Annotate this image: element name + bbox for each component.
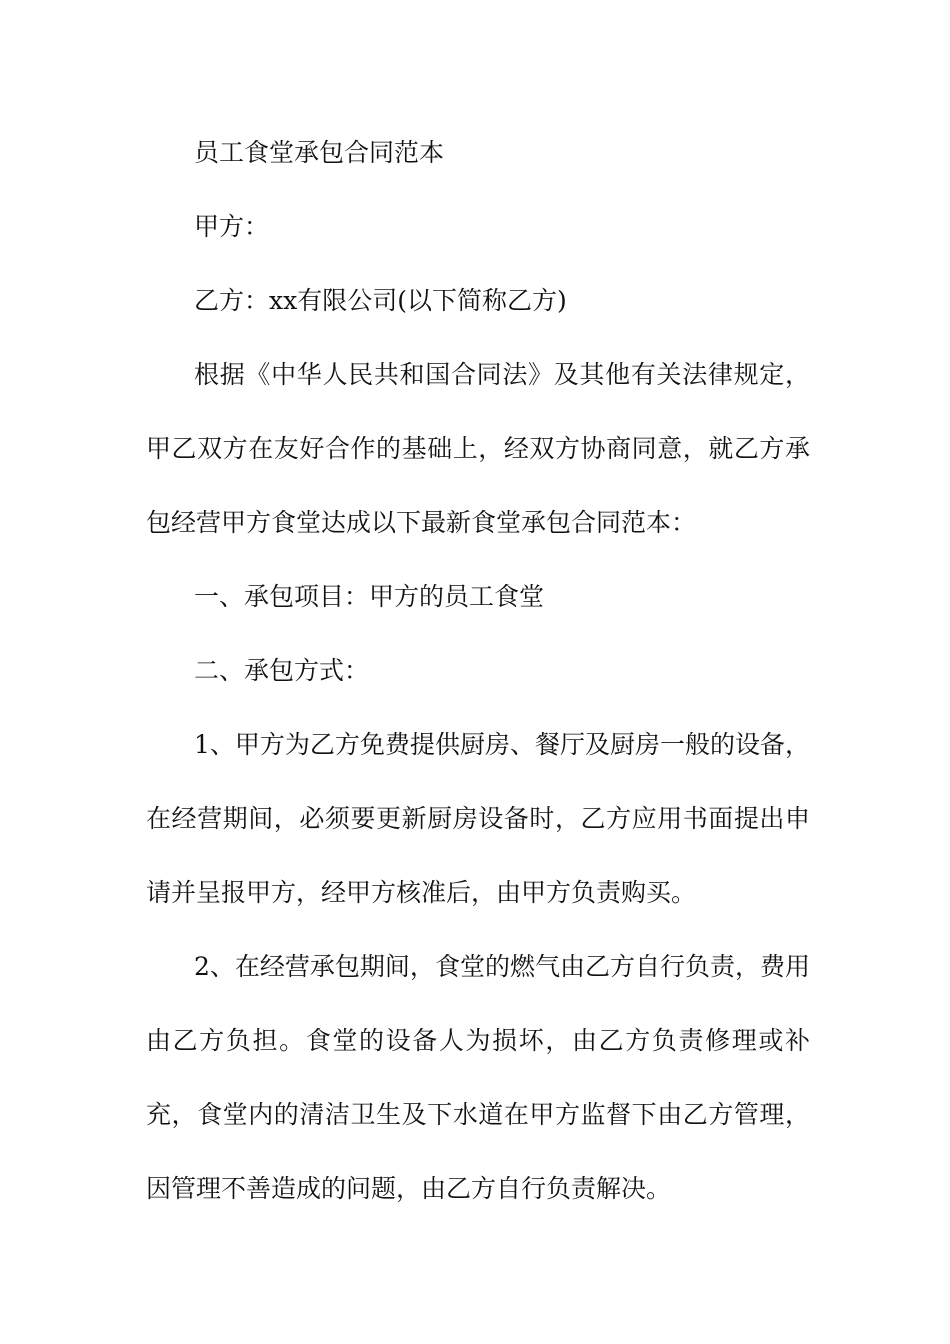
party-b-line: 乙方：xx有限公司(以下简称乙方) xyxy=(194,286,567,315)
document-title: 员工食堂承包合同范本 xyxy=(194,138,445,167)
clause-2-paragraph: 2、在经营承包期间，食堂的燃气由乙方自行负责，费用由乙方负担。食堂的设备人为损坏，由乙方负责修理或补充，食堂内的清洁卫生及下水道在甲方监督下由乙方管理，因管理不善造成的问题，由乙方自行负责解决。 xyxy=(146,952,810,1203)
section-heading-method: 二、承包方式： xyxy=(194,656,370,685)
preamble-paragraph: 根据《中华人民共和国合同法》及其他有关法律规定，甲乙双方在友好合作的基础上，经双方协商同意，就乙方承包经营甲方食堂达成以下最新食堂承包合同范本： xyxy=(146,360,810,537)
section-heading-project: 一、承包项目：甲方的员工食堂 xyxy=(194,582,545,611)
document-body xyxy=(146,116,810,1226)
party-a-line: 甲方： xyxy=(194,212,270,241)
clause-1-paragraph: 1、甲方为乙方免费提供厨房、餐厅及厨房一般的设备，在经营期间，必须要更新厨房设备时，乙方应用书面提出申请并呈报甲方，经甲方核准后，由甲方负责购买。 xyxy=(146,730,810,907)
